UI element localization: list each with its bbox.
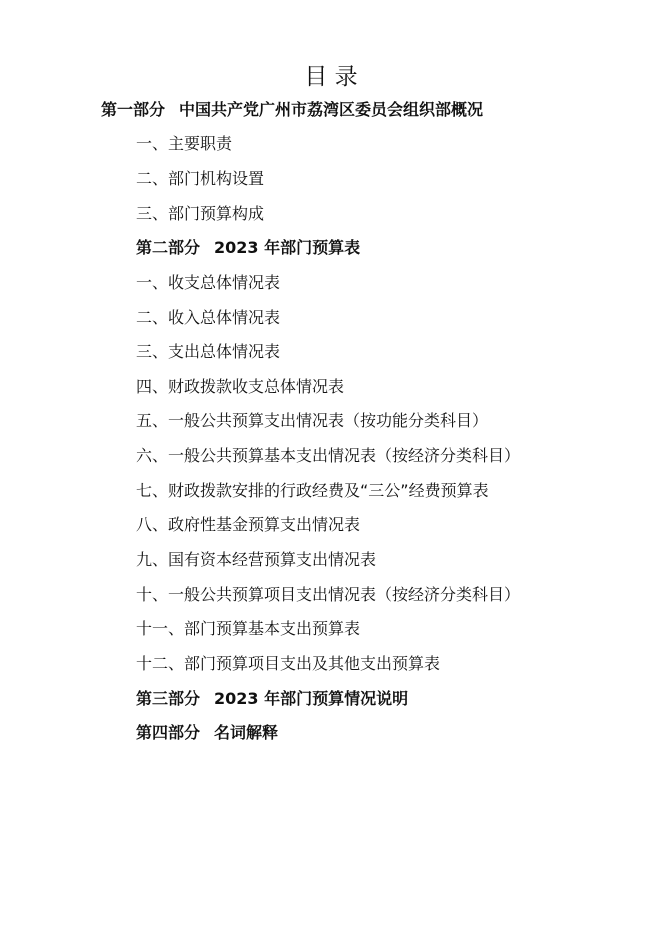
toc-item[interactable]: 三、支出总体情况表 [136,342,281,361]
toc-item[interactable]: 九、国有资本经营预算支出情况表 [136,550,377,569]
toc-item[interactable]: 一、收支总体情况表 [136,273,281,292]
toc-item[interactable]: 一、主要职责 [136,134,233,153]
toc-item[interactable]: 二、部门机构设置 [136,169,265,188]
toc-item[interactable]: 七、财政拨款安排的行政经费及“三公”经费预算表 [136,481,489,500]
part-label: 第二部分 [136,238,201,257]
part-label: 第四部分 [136,723,201,742]
toc-part3-heading[interactable] [136,688,408,710]
part-text: 2023 年部门预算情况说明 [214,689,409,708]
toc-item[interactable]: 十二、部门预算项目支出及其他支出预算表 [136,654,441,673]
toc-item[interactable]: 三、部门预算构成 [136,204,265,223]
toc-item[interactable]: 二、收入总体情况表 [136,308,281,327]
toc-item[interactable]: 四、财政拨款收支总体情况表 [136,377,345,396]
toc-part2-heading[interactable] [136,237,360,259]
part-text: 2023 年部门预算表 [214,238,361,257]
part-label: 第三部分 [136,689,201,708]
toc-item[interactable]: 五、一般公共预算支出情况表（按功能分类科目） [136,411,489,430]
toc-part1-heading[interactable] [101,99,483,121]
toc-part4-heading[interactable] [136,722,278,744]
toc-item[interactable]: 十、一般公共预算项目支出情况表（按经济分类科目） [136,585,521,604]
part-text: 名词解释 [214,723,279,742]
toc-item[interactable]: 六、一般公共预算基本支出情况表（按经济分类科目） [136,446,521,465]
part-label: 第一部分 [101,100,166,119]
toc-title: 目 录 [304,64,358,90]
toc-item[interactable]: 十一、部门预算基本支出预算表 [136,619,361,638]
toc-item[interactable]: 八、政府性基金预算支出情况表 [136,515,361,534]
part-text: 中国共产党广州市荔湾区委员会组织部概况 [179,100,484,119]
